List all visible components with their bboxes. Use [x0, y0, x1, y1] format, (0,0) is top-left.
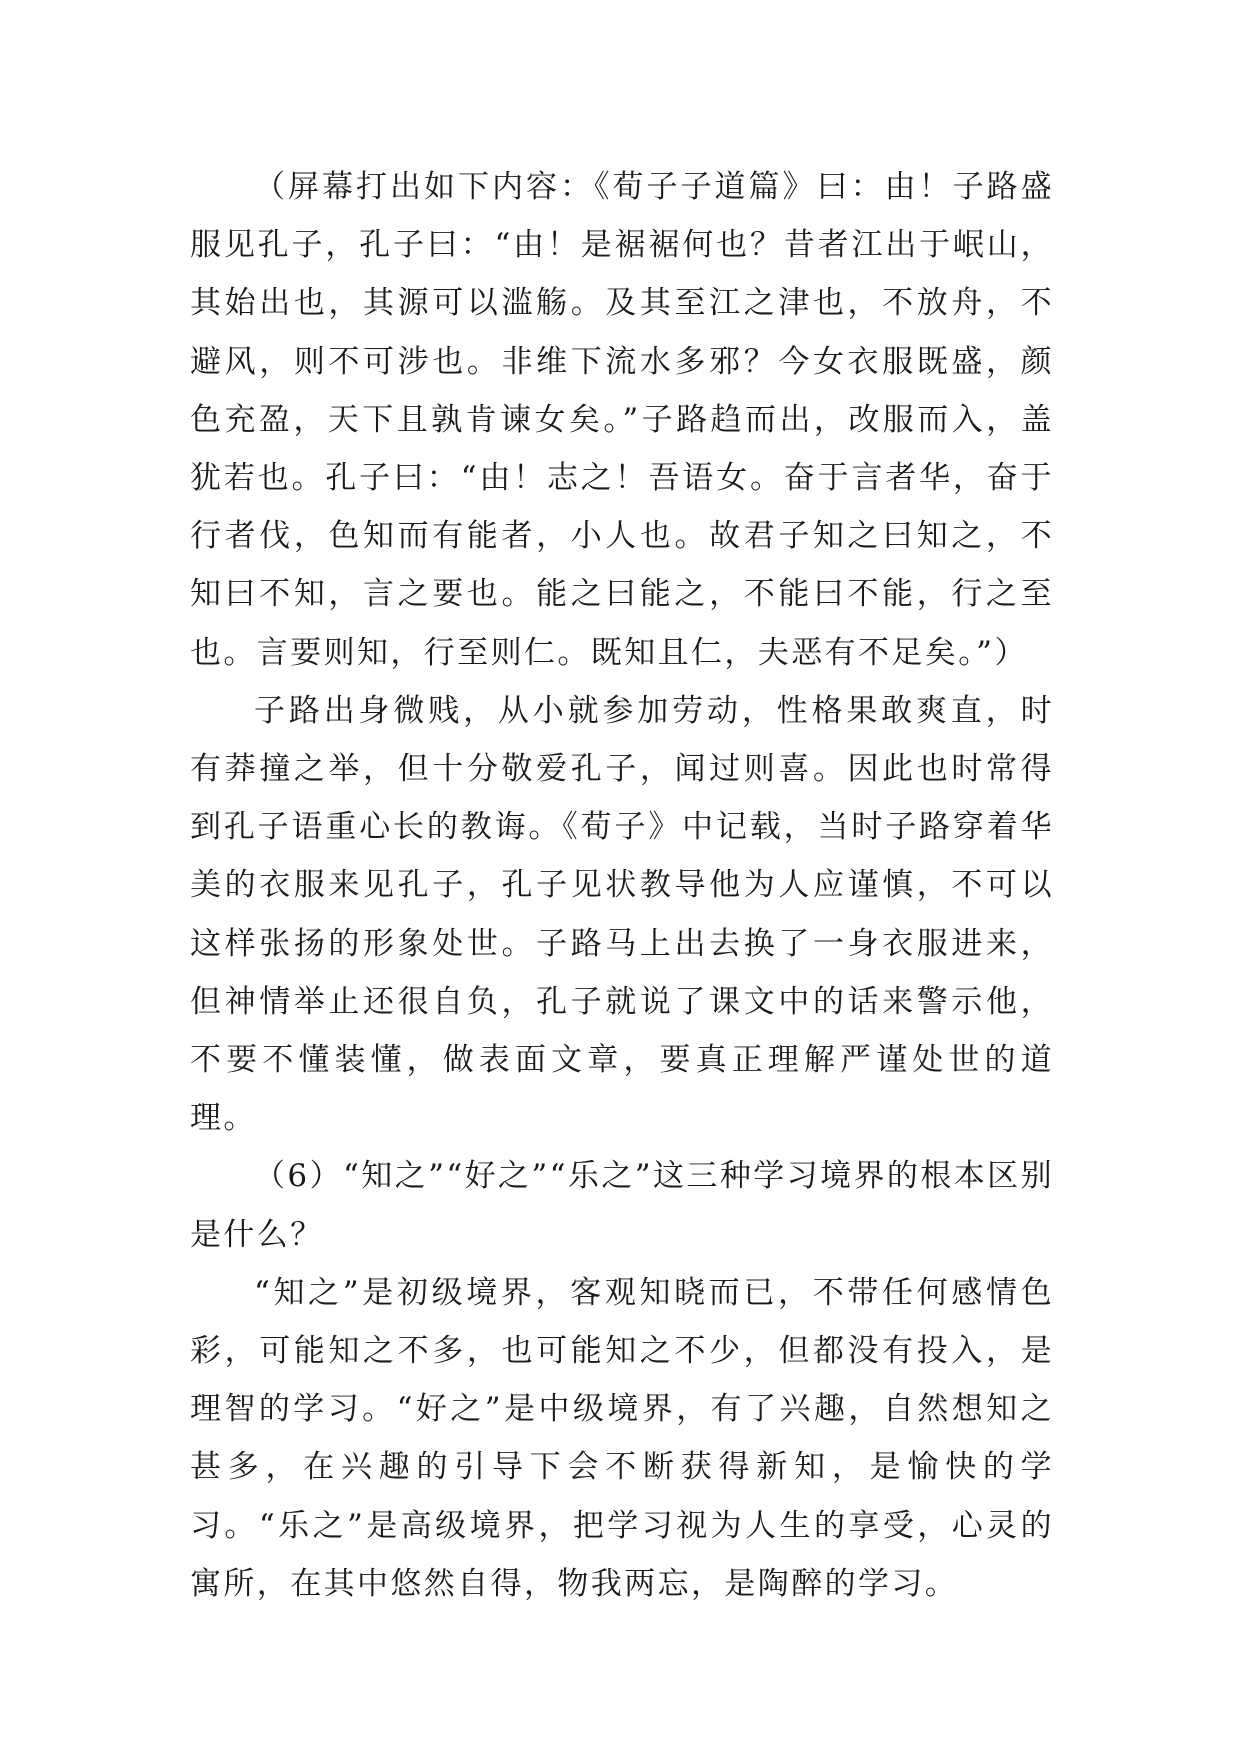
- paragraph-question-6: （6）“知之”“好之”“乐之”这三种学习境界的根本区别是什么？: [190, 1158, 1054, 1253]
- paragraph-xunzi-quote: （屏幕打出如下内容：《荀子子道篇》曰：由！子路盛服见孔子，孔子曰：“由！是裾裾何也？昔者江出于岷山，其始出也，其源可以滥觞。及其至江之津也，不放舟，不避风，则不可涉也。非维下流水多邪？今女衣服既盛，颜色充盈，天下且孰肯谏女矣。”子路趋而出，改服而入，盖犹若也。孔子曰：“由！志之！吾语女。奋于言者华，奋于行者伐，色知而有能者，小人也。故君子知之曰知之，不知曰不知，言之要也。能之曰能之，不能曰不能，行之至也。言要则知，行至则仁。既知且仁，夫恶有不足矣。”）: [190, 169, 1054, 671]
- document-body: [190, 158, 1054, 1613]
- paragraph-zilu-explanation: 子路出身微贱，从小就参加劳动，性格果敢爽直，时有莽撞之举，但十分敬爱孔子，闻过则喜。因此也时常得到孔子语重心长的教诲。《荀子》中记载，当时子路穿着华美的衣服来见孔子，孔子见状教导他为人应谨慎，不可以这样张扬的形象处世。子路马上出去换了一身衣服进来，但神情举止还很自负，孔子就说了课文中的话来警示他，不要不懂装懂，做表面文章，要真正理解严谨处世的道理。: [190, 692, 1054, 1137]
- paragraph-answer-6: “知之”是初级境界，客观知晓而已，不带任何感情色彩，可能知之不多，也可能知之不少，但都没有投入，是理智的学习。“好之”是中级境界，有了兴趣，自然想知之甚多，在兴趣的引导下会不断获得新知，是愉快的学习。“乐之”是高级境界，把学习视为人生的享受，心灵的寓所，在其中悠然自得，物我两忘，是陶醉的学习。: [190, 1274, 1054, 1602]
